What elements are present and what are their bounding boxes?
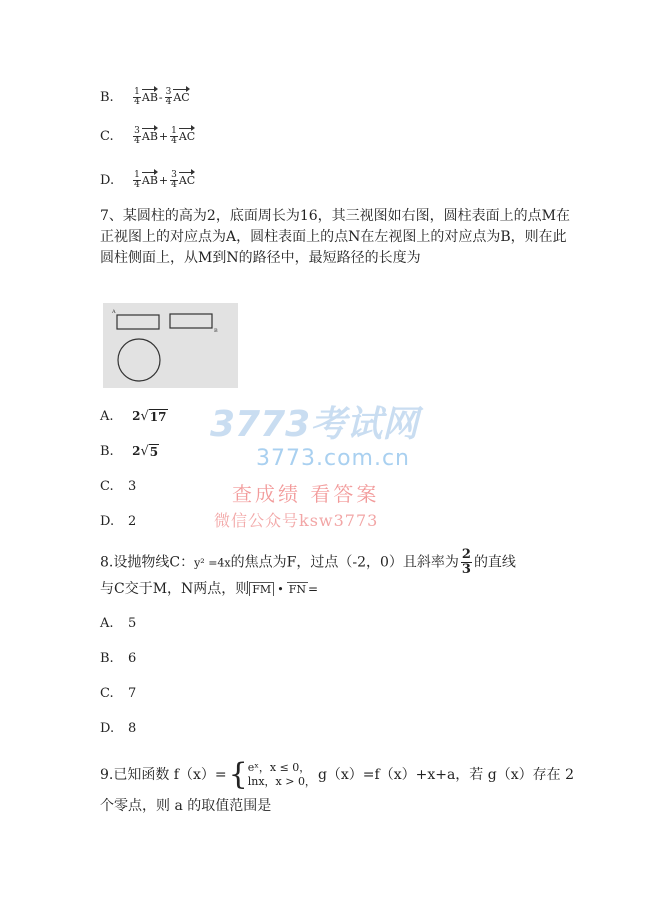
question-9-line-2: 个零点，则 a 的取值范围是 [100,798,272,814]
option-value: 3 [128,479,137,494]
question-8-line-2: 与C交于M，N两点，则 FM • FN = [100,581,319,597]
option-value: 8 [128,721,137,736]
option-q7-a [100,409,168,424]
coef-fraction: $\frac{1}{4}$ [134,87,140,107]
option-q7-b [100,444,159,459]
sqrt-expression: 2 √ 17 [132,409,167,424]
option-value: 2 [128,514,137,529]
option-q8-c [100,686,136,701]
vector-ab: AB [142,171,158,187]
watermark-url: 3773.com.cn [256,446,410,471]
vector-ab: AB [142,88,158,104]
case-1: eˣ，x ≤ 0， [247,761,311,774]
svg-text:B: B [214,328,218,334]
option-q7-d [100,514,136,529]
option-letter: B. [100,90,114,105]
piecewise-function: { eˣ，x ≤ 0， lnx，x > 0， [228,757,316,792]
option-q6-d: D. $\frac{1}{4}$ AB+ $\frac{3}{4}$ AC [100,170,196,190]
option-letter: C. [100,129,114,144]
three-view-figure [103,303,238,388]
svg-text:A: A [112,309,116,315]
slope-fraction: $\frac{2}{3}$ [461,547,471,577]
option-letter: B. [100,651,114,666]
option-letter: D. [100,514,115,529]
option-q8-b [100,651,136,666]
option-value: 5 [128,616,137,631]
coef-fraction: $\frac{3}{4}$ [171,170,177,190]
vector-ab: AB [142,127,158,143]
option-value: 7 [128,686,137,701]
watermark-brand: 3773考试网 [210,404,419,445]
option-q7-c [100,479,136,494]
question-7-text: 7、某圆柱的高为2，底面周长为16，其三视图如右图，圆柱表面上的点M在正视图上的对应点为A，圆柱表面上的点N在左视图上的对应点为B，则在此圆柱侧面上，从M到N的路径中，最短路径的长度为 [100,208,570,266]
coef-fraction: $\frac{1}{4}$ [134,170,140,190]
option-letter: C. [100,686,114,701]
option-letter: D. [100,173,115,188]
vector-ac: AC [173,88,189,104]
vector-fm: FM [249,582,274,596]
coef-fraction: $\frac{3}{4}$ [165,87,172,107]
question-8-line-1: 8.设抛物线C：y² =4x的焦点为F，过点（-2，0）且斜率为 $\frac{2}{3}$ 的直线 [100,547,516,577]
option-letter: A. [100,616,114,631]
three-view-drawing [103,303,238,388]
case-2: lnx，x > 0， [247,775,316,788]
coef-fraction: $\frac{3}{4}$ [134,126,140,146]
question-9-line-1: 9.已知函数 f（x）= { eˣ，x ≤ 0， lnx，x > 0， g（x）=f（x）+x+a，若 g（x）存在 2 [100,757,574,792]
option-q8-d [100,721,136,736]
option-letter: B. [100,444,114,459]
option-q6-c: C. $\frac{3}{4}$ AB+ $\frac{1}{4}$ AC [100,126,196,146]
vector-ac: AC [179,127,195,143]
vector-ac: AC [179,171,195,187]
option-letter: A. [100,409,114,424]
sqrt-expression: 2 √ 5 [132,444,159,459]
option-value: 6 [128,651,137,666]
vector-fn: FN [288,583,306,596]
watermark-wechat: 微信公众号ksw3773 [214,511,379,530]
coef-fraction: $\frac{1}{4}$ [171,126,177,146]
watermark-slogan: 查成绩 看答案 [232,482,380,506]
option-q6-b: B. $\frac{1}{4}$ AB- $\frac{3}{4}$ AC [100,87,190,107]
option-letter: D. [100,721,115,736]
option-q8-a [100,616,136,631]
option-letter: C. [100,479,114,494]
